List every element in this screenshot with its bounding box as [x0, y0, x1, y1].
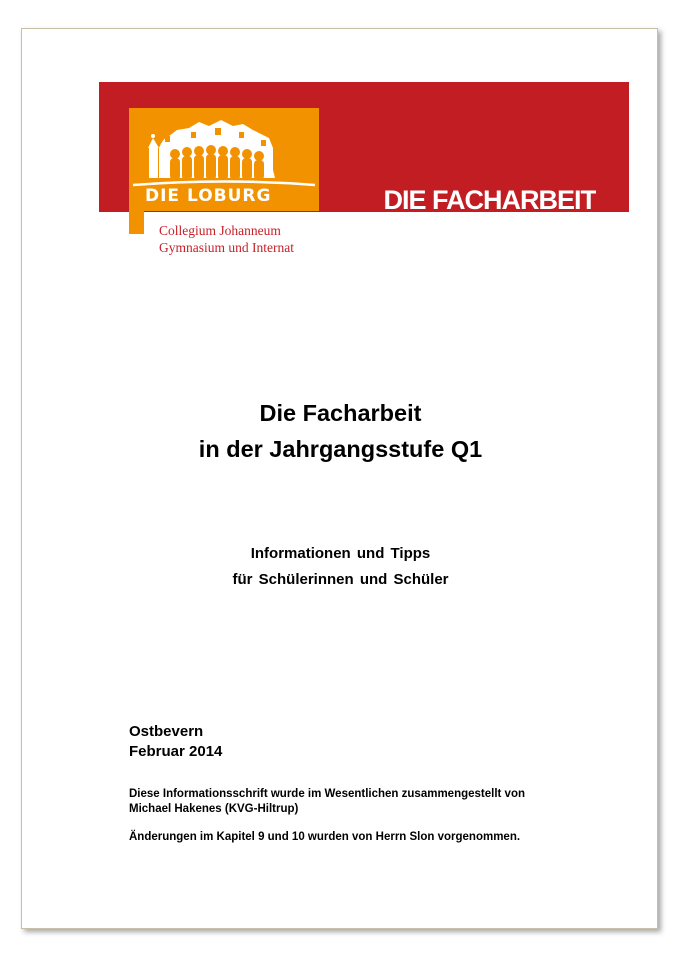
- document-title-line1: Die Facharbeit: [259, 400, 422, 426]
- place: Ostbevern: [129, 723, 204, 740]
- logo-subtitle-line2: Gymnasium und Internat: [159, 240, 294, 255]
- document-title-line2: in der Jahrgangsstufe Q1: [198, 436, 483, 462]
- document-subtitle: [22, 541, 659, 593]
- castle-with-people-icon: [129, 108, 319, 234]
- document-subtitle-line2: für Schülerinnen und Schüler: [232, 571, 449, 588]
- banner-title: DIE FACHARBEIT: [383, 187, 596, 212]
- note1-line1: Diese Informationsschrift wurde im Wesentlichen zusammengestellt von: [129, 788, 525, 800]
- note2: Änderungen im Kapitel 9 und 10 wurden von Herrn Slon vorgenommen.: [129, 831, 521, 843]
- note1-line2: Michael Hakenes (KVG-Hiltrup): [129, 803, 299, 815]
- document-page: [21, 28, 658, 929]
- place-and-date: [129, 722, 222, 762]
- date: Februar 2014: [129, 743, 223, 760]
- document-notes: [129, 787, 629, 845]
- document-subtitle-line1: Informationen und Tipps: [250, 545, 431, 562]
- logo-subtitle-line1: Collegium Johanneum: [159, 223, 281, 238]
- logo-name: DIE LOBURG: [145, 186, 272, 206]
- document-title: [22, 395, 659, 467]
- logo-subtitle: [159, 222, 294, 256]
- school-logo: [129, 108, 319, 234]
